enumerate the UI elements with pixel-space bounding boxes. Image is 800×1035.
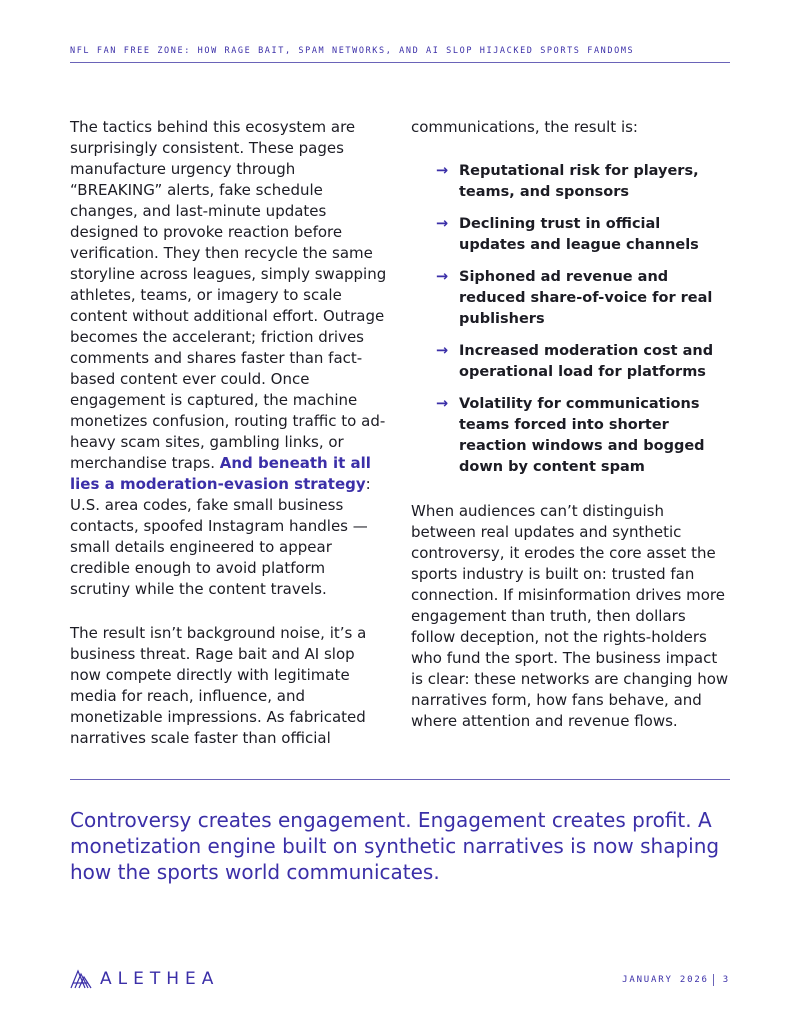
pull-quote: Controversy creates engagement. Engagement creates profit. A monetization engine built on synthetic narratives is now shaping how the sports world communicates. xyxy=(70,808,720,884)
list-item-text: Reputational risk for players, teams, and sponsors xyxy=(459,163,699,200)
arrow-right-icon: → xyxy=(436,216,449,232)
logo-wordmark: ALETHEA xyxy=(100,969,220,989)
arrow-right-icon: → xyxy=(436,396,449,412)
list-item-text: Increased moderation cost and operational load for platforms xyxy=(459,343,714,380)
list-item xyxy=(411,341,731,383)
closing-paragraph: When audiences can’t distinguish between real updates and synthetic controversy, it erodes the core asset the sports industry is built on: trusted fan connection. If misinformation drives more engagement than truth, then dollars follow deception, not the rights-holders who fund the sport. The business impact is clear: these networks are changing how narratives form, how fans behave, and where attention and revenue flows. xyxy=(411,502,729,730)
arrow-right-icon: → xyxy=(436,343,449,359)
list-item-text: Volatility for communications teams forced into shorter reaction windows and bogged down by content spam xyxy=(459,396,705,475)
impact-list xyxy=(411,161,731,478)
para1-highlight: And beneath it all lies a moderation-evasion strategy xyxy=(70,454,371,493)
left-column xyxy=(70,117,390,749)
pull-quote-divider xyxy=(70,779,730,780)
para1-text: The tactics behind this ecosystem are surprisingly consistent. These pages manufacture urgency through “BREAKING” alerts, fake schedule changes, and last-minute updates designed to provoke reaction before verification. They then recycle the same storyline across leagues, simply swapping athletes, teams, or imagery to scale content without additional effort. Outrage becomes the accelerant; friction drives comments and shares faster than fact-based content ever could. Once engagement is captured, the machine monetizes confusion, routing traffic to ad-heavy scam sites, gambling links, or merchandise traps. xyxy=(70,118,387,472)
list-item-text: Siphoned ad revenue and reduced share-of-voice for real publishers xyxy=(459,269,713,327)
right-column xyxy=(411,117,731,732)
list-item xyxy=(411,267,731,330)
page-footer xyxy=(622,974,730,986)
page-number: 3 xyxy=(722,975,730,985)
header-divider xyxy=(70,62,730,63)
body-paragraph-2: The result isn’t background noise, it’s a business threat. Rage bait and AI slop now compete directly with legitimate media for reach, influence, and monetizable impressions. As fabricated narratives scale faster than official xyxy=(70,624,367,747)
arrow-right-icon: → xyxy=(436,269,449,285)
body-paragraph-1 xyxy=(70,117,390,600)
list-item xyxy=(411,394,731,478)
list-item-text: Declining trust in official updates and league channels xyxy=(459,216,699,253)
footer-date: JANUARY 2026 xyxy=(622,975,709,985)
para1-tail: : U.S. area codes, fake small business contacts, spoofed Instagram handles — small details engineered to appear credible enough to avoid platform scrutiny while the content travels. xyxy=(70,475,371,598)
arrow-right-icon: → xyxy=(436,163,449,179)
list-item xyxy=(411,161,731,203)
continuation-text: communications, the result is: xyxy=(411,118,638,136)
list-item xyxy=(411,214,731,256)
alethea-logo xyxy=(70,967,219,991)
alethea-mark-icon xyxy=(70,969,92,989)
running-header: NFL FAN FREE ZONE: HOW RAGE BAIT, SPAM NETWORKS, AND AI SLOP HIJACKED SPORTS FANDOMS xyxy=(70,46,635,56)
footer-separator xyxy=(713,974,714,986)
